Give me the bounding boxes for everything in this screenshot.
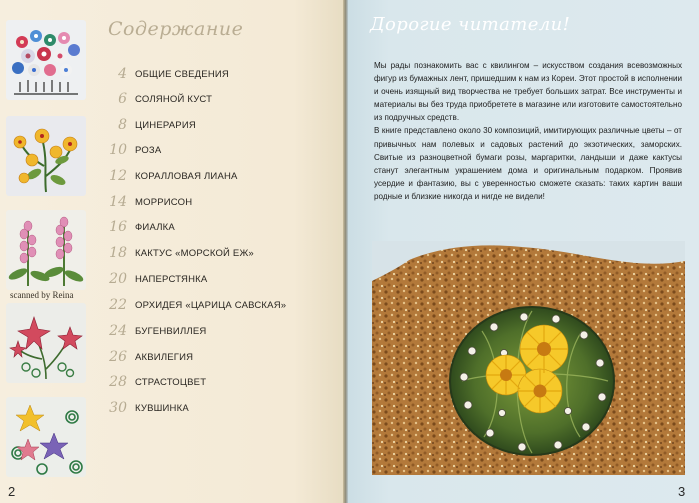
toc-page-number: 16 <box>109 219 127 235</box>
toc-item-label: ЦИНЕРАРИЯ <box>135 119 196 131</box>
toc-page-number: 12 <box>109 168 127 184</box>
toc-item <box>103 269 207 289</box>
intro-text <box>374 59 682 203</box>
page-number-left: 2 <box>8 484 16 499</box>
toc-item <box>103 295 286 315</box>
toc-item <box>103 217 175 237</box>
toc-item <box>103 115 196 135</box>
book-gutter <box>343 0 348 503</box>
toc-item <box>103 89 212 109</box>
toc-item <box>103 243 254 263</box>
toc-page-number: 24 <box>109 323 127 339</box>
toc-page-number: 18 <box>109 245 127 261</box>
toc-item <box>103 166 238 186</box>
toc-item <box>103 347 193 367</box>
quilled-foxglove-icon <box>6 210 86 290</box>
scan-credit: scanned by Reina <box>10 290 74 300</box>
toc-page-number: 26 <box>109 349 127 365</box>
toc-item <box>103 64 229 84</box>
toc-page-number: 10 <box>109 142 127 158</box>
page-number-right: 3 <box>678 484 686 499</box>
toc-item <box>103 140 161 160</box>
toc-item-label: ОБЩИЕ СВЕДЕНИЯ <box>135 68 229 80</box>
toc-page-number: 22 <box>109 297 127 313</box>
toc-item <box>103 192 192 212</box>
toc-page-number: 30 <box>109 400 127 416</box>
contents-title: Содержание <box>108 18 244 40</box>
toc-item-label: КУВШИНКА <box>135 402 189 414</box>
toc-item <box>103 372 206 392</box>
toc-page-number: 6 <box>118 91 127 107</box>
quilled-water-lily-icon <box>6 397 86 477</box>
intro-paragraph: Мы рады познакомить вас с квилингом – искусством создания всевозможных фигур из бумажных лент, пришедшим к нам из Кореи. Этот простой в исполнении и очень изящный вид творчества не требует больших затрат. Все инструменты и материалы вы без труда приобретете в магазине или изготовите самостоятельно из подручных средств. <box>374 61 682 123</box>
toc-page-number: 20 <box>109 271 127 287</box>
toc-item-label: КАКТУС «МОРСКОЙ ЕЖ» <box>135 247 254 259</box>
toc-item-label: РОЗА <box>135 144 162 156</box>
toc-item-label: ОРХИДЕЯ «ЦАРИЦА САВСКАЯ» <box>135 299 287 311</box>
toc-page-number: 28 <box>109 374 127 390</box>
intro-paragraph: В книге представлено около 30 композиций, имитирующих различные цветы – от привычных нам полевых и садовых растений до экзотических, заморских. Свитые из разноцветной бумаги розы, маргаритки, ландыши и даже кактусы станут элегантным украшением дома и оригинальным подарком. Проявив усердие и фантазию, вы с уверенностью сможете сказать: таких картин ваши родные и близкие никогда и нигде не видели! <box>374 126 682 201</box>
toc-item-label: СОЛЯНОЙ КУСТ <box>135 93 213 105</box>
intro-title: Дорогие читатели! <box>370 14 571 35</box>
toc-item-label: СТРАСТОЦВЕТ <box>135 376 207 388</box>
quilled-cactus-photo <box>372 241 685 475</box>
toc-item-label: ФИАЛКА <box>135 221 175 233</box>
toc-page-number: 4 <box>118 66 127 82</box>
toc-item-label: АКВИЛЕГИЯ <box>135 351 194 363</box>
quilled-yellow-flowers-icon <box>6 116 86 196</box>
toc-page-number: 14 <box>109 194 127 210</box>
toc-item-label: БУГЕНВИЛЛЕЯ <box>135 325 207 337</box>
quilled-flower-bouquet-icon <box>6 20 86 100</box>
toc-item-label: КОРАЛЛОВАЯ ЛИАНА <box>135 170 238 182</box>
toc-page-number: 8 <box>118 117 127 133</box>
toc-item-label: МОРРИСОН <box>135 196 193 208</box>
toc-item-label: НАПЕРСТЯНКА <box>135 273 208 285</box>
toc-item <box>103 398 189 418</box>
toc-item <box>103 321 206 341</box>
quilled-red-flowers-icon <box>6 303 86 383</box>
